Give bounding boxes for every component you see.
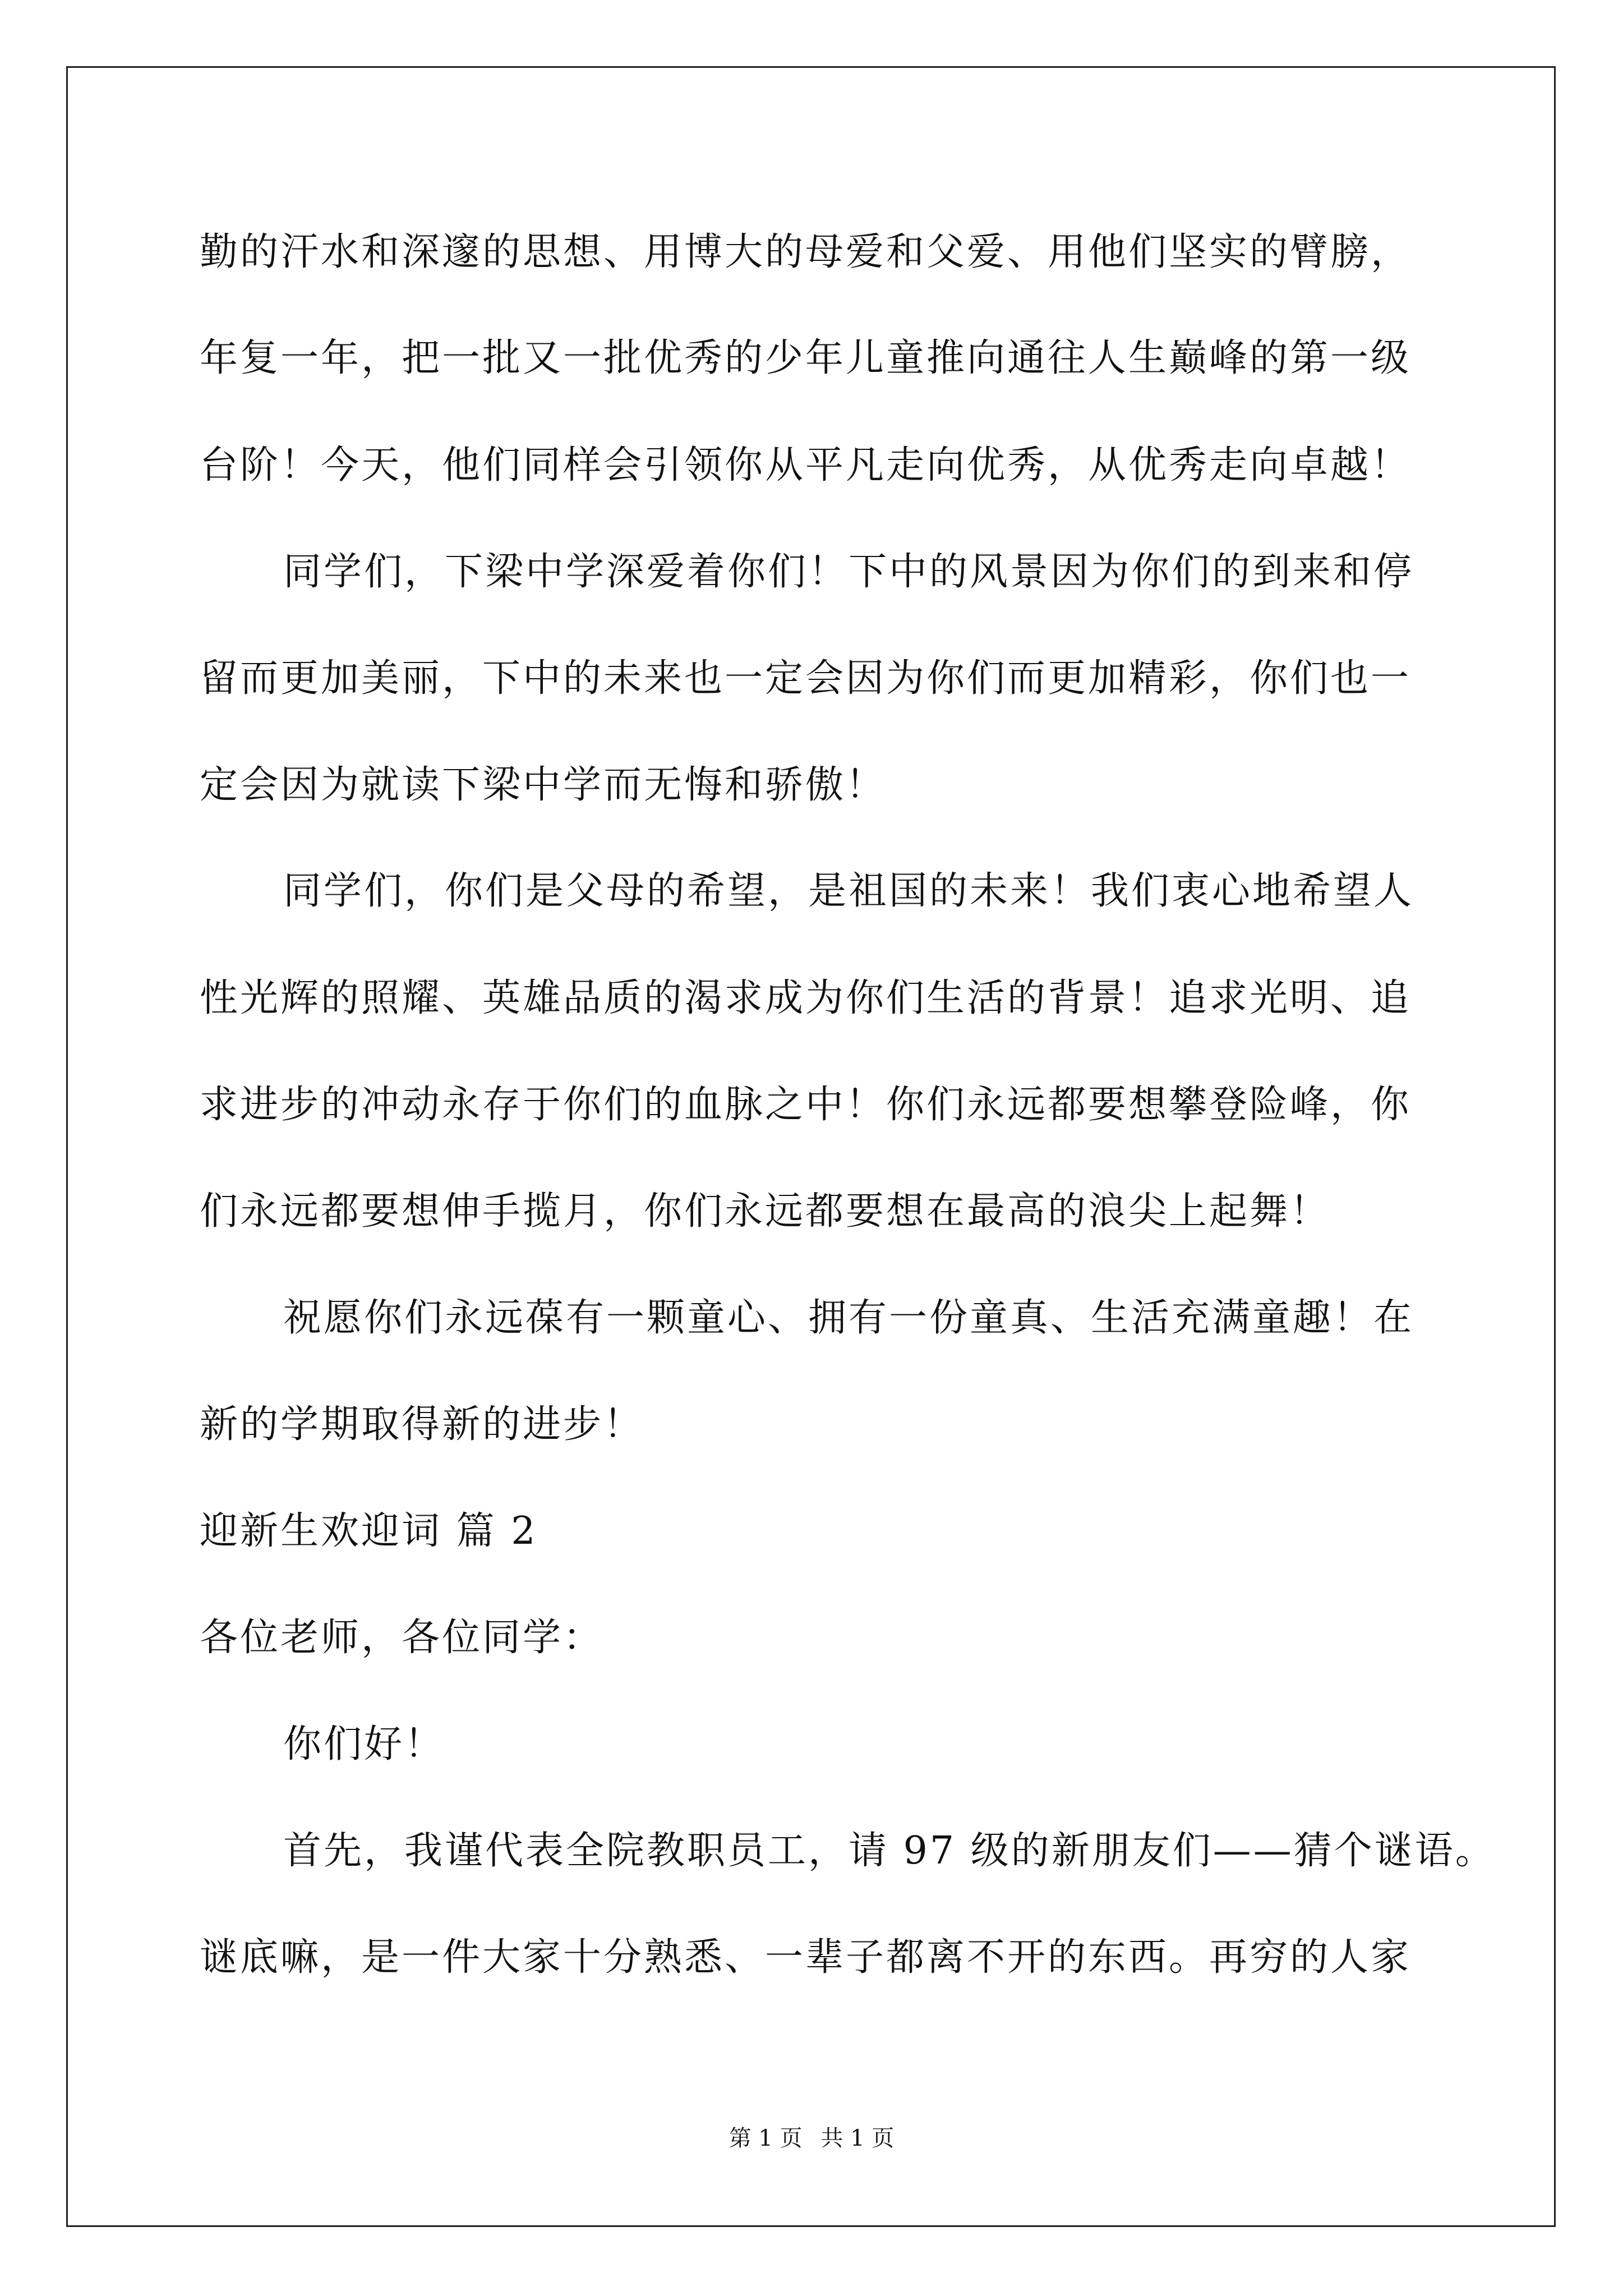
paragraph-line: 年复一年，把一批又一批优秀的少年儿童推向通往人生巅峰的第一级 [200, 336, 1412, 380]
paragraph-line: 台阶！今天，他们同样会引领你从平凡走向优秀，从优秀走向卓越！ [200, 443, 1412, 487]
paragraph-line: 定会因为就读下梁中学而无悔和骄傲！ [200, 763, 887, 807]
paragraph-line: 留而更加美丽，下中的未来也一定会因为你们而更加精彩，你们也一 [200, 656, 1412, 701]
page-total: 共 1 页 [820, 2125, 895, 2151]
page-footer [0, 2125, 1623, 2152]
paragraph-line: 谜底嘛，是一件大家十分熟悉、一辈子都离不开的东西。再穷的人家 [200, 1935, 1412, 1980]
page-border [66, 66, 1556, 2227]
paragraph-line: 勤的汗水和深邃的思想、用博大的母爱和父爱、用他们坚实的臂膀， [200, 230, 1412, 274]
paragraph-line: 同学们，你们是父母的希望，是祖国的未来！我们衷心地希望人 [283, 869, 1414, 913]
paragraph-line: 求进步的冲动永存于你们的血脉之中！你们永远都要想攀登险峰，你 [200, 1083, 1412, 1127]
greeting: 你们好！ [283, 1722, 445, 1766]
paragraph-line: 新的学期取得新的进步！ [200, 1402, 644, 1447]
paragraph-line: 们永远都要想伸手揽月，你们永远都要想在最高的浪尖上起舞！ [200, 1189, 1331, 1234]
section-heading: 迎新生欢迎词 篇 2 [200, 1509, 538, 1553]
paragraph-line: 首先，我谨代表全院教职员工，请 97 级的新朋友们——猜个谜语。 [283, 1829, 1496, 1873]
salutation: 各位老师，各位同学： [200, 1616, 604, 1660]
paragraph-line: 同学们，下梁中学深爱着你们！下中的风景因为你们的到来和停 [283, 550, 1414, 594]
paragraph-line: 性光辉的照耀、英雄品质的渴求成为你们生活的背景！追求光明、追 [200, 976, 1412, 1020]
page-number: 第 1 页 [728, 2125, 803, 2151]
paragraph-line: 祝愿你们永远葆有一颗童心、拥有一份童真、生活充满童趣！在 [283, 1296, 1414, 1340]
